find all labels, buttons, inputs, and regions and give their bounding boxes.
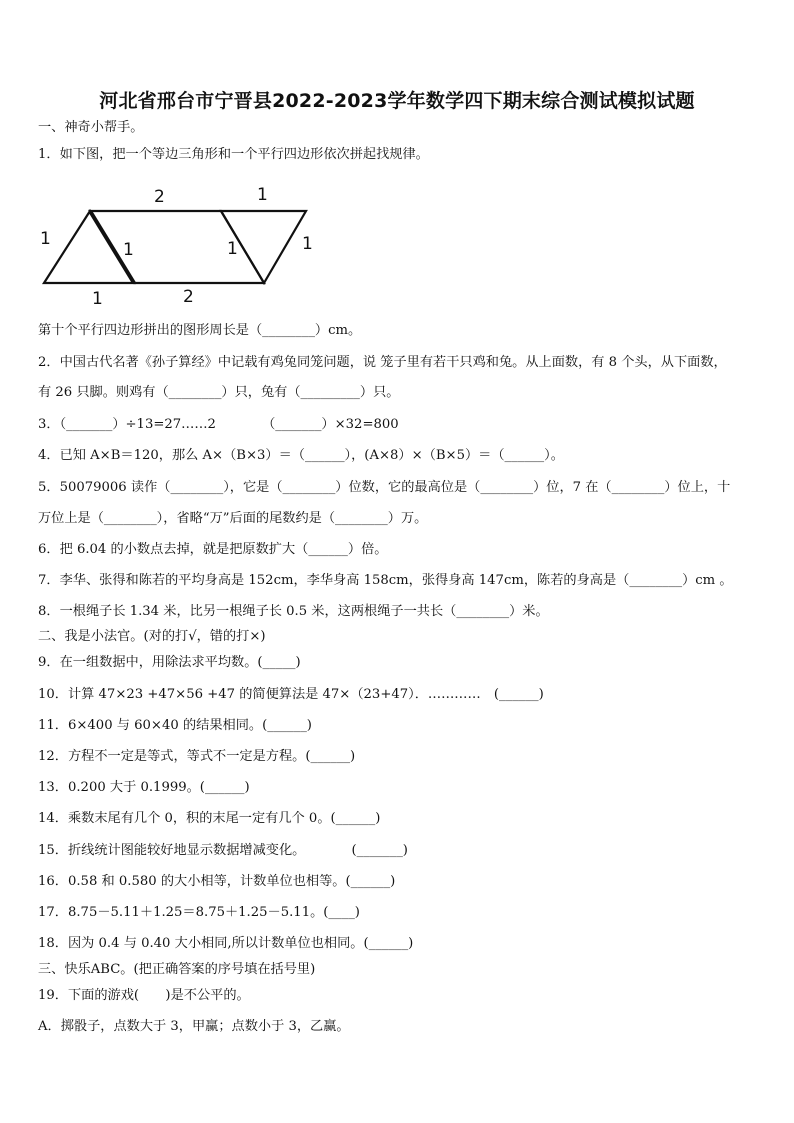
question-2-line-1: 2．中国古代名著《孙子算经》中记载有鸡兔同笼问题，说 笼子里有若干只鸡和兔。从上面数，有 8 个头，从下面数，	[38, 355, 727, 370]
question-15: 15．折线统计图能较好地显示数据增减变化。 (_______)	[38, 843, 408, 858]
section-heading-2: 二、我是小法官。(对的打√，错的打×)	[38, 629, 266, 644]
page-title: 河北省邢台市宁晋县2022-2023学年数学四下期末综合测试模拟试题	[99, 90, 695, 112]
question-5-line-1: 5．50079006 读作（________），它是（________）位数，它的最高位是（________）位，7 在（________）位上，十	[38, 480, 731, 495]
question-19: 19．下面的游戏( )是不公平的。	[38, 988, 250, 1003]
question-19-option-a: A．掷骰子，点数大于 3，甲赢；点数小于 3，乙赢。	[38, 1019, 350, 1034]
question-3: 3．（_______）÷13=27……2 （_______）×32=800	[38, 417, 399, 432]
question-2-line-2: 有 26 只脚。则鸡有（________）只，兔有（_________）只。	[38, 385, 400, 400]
label-inner-right-edge: 1	[227, 239, 238, 259]
triangle-parallelogram-figure	[30, 178, 330, 313]
label-bottom-left: 1	[92, 289, 103, 309]
section-heading-1: 一、神奇小帮手。	[38, 120, 144, 135]
question-4: 4．已知 A×B＝120，那么 A×（B×3）＝（______），(A×8）×（B×5）＝（______）。	[38, 448, 564, 463]
question-12: 12．方程不一定是等式，等式不一定是方程。(______)	[38, 749, 356, 764]
question-8: 8．一根绳子长 1.34 米，比另一根绳子长 0.5 米，这两根绳子一共长（________）米。	[38, 604, 549, 619]
question-17: 17．8.75－5.11＋1.25＝8.75＋1.25－5.11。(____)	[38, 905, 360, 920]
label-bottom-middle: 2	[183, 287, 194, 307]
question-1-blank: 第十个平行四边形拼出的图形周长是（________）cm。	[38, 323, 362, 338]
section-heading-3: 三、快乐ABC。(把正确答案的序号填在括号里)	[38, 962, 316, 977]
parallelogram	[90, 211, 264, 283]
question-14: 14．乘数末尾有几个 0，积的末尾一定有几个 0。(______)	[38, 811, 381, 826]
label-right-side: 1	[302, 234, 313, 254]
question-9: 9．在一组数据中，用除法求平均数。(_____)	[38, 655, 301, 670]
question-18: 18．因为 0.4 与 0.40 大小相同,所以计数单位也相同。(______)	[38, 936, 414, 951]
figure-svg	[30, 178, 330, 313]
label-thick-edge: 1	[123, 240, 134, 260]
question-1: 1．如下图，把一个等边三角形和一个平行四边形依次拼起找规律。	[38, 147, 429, 162]
label-top-middle: 2	[154, 187, 165, 207]
question-5-line-2: 万位上是（________），省略“万”后面的尾数约是（________）万。	[38, 511, 428, 526]
question-13: 13．0.200 大于 0.1999。(______)	[38, 780, 250, 795]
question-7: 7．李华、张得和陈若的平均身高是 152cm，李华身高 158cm，张得身高 147cm，陈若的身高是（________）cm 。	[38, 573, 733, 588]
label-top-right: 1	[257, 185, 268, 205]
question-16: 16．0.58 和 0.580 的大小相等，计数单位也相等。(______)	[38, 874, 396, 889]
triangle-left	[44, 211, 134, 283]
question-10: 10．计算 47×23 +47×56 +47 的简便算法是 47×（23+47）．………… (______)	[38, 687, 544, 702]
question-11: 11．6×400 与 60×40 的结果相同。(______)	[38, 718, 312, 733]
label-left-side: 1	[40, 229, 51, 249]
question-6: 6．把 6.04 的小数点去掉，就是把原数扩大（______）倍。	[38, 542, 388, 557]
